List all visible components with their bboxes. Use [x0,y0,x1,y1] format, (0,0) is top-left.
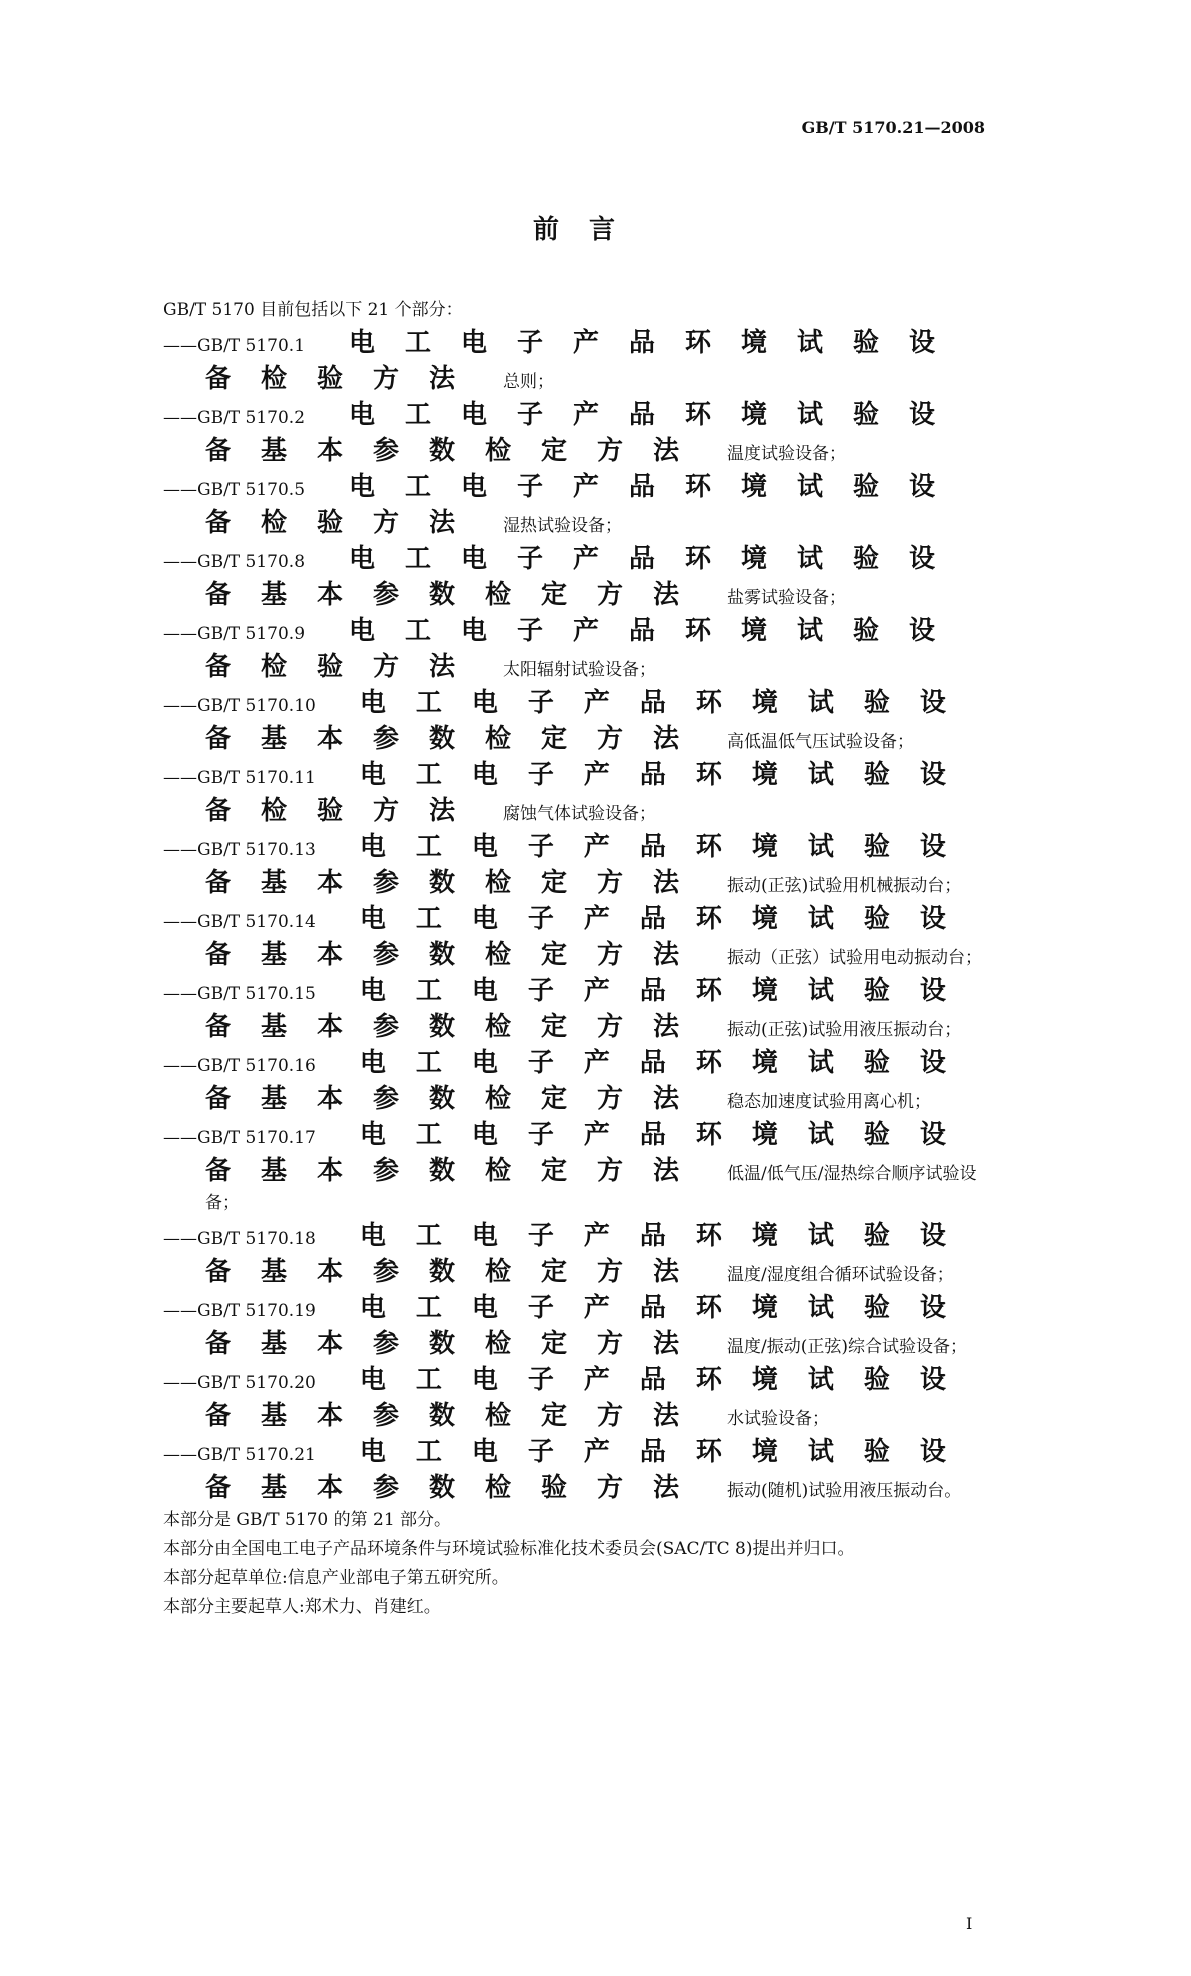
page-number: I [966,1914,973,1933]
item-title: 电工电子产品环境试验设备基本参数检定方法 [205,400,966,466]
item-num: ——GB/T 5170.1 [163,336,306,356]
item-num: ——GB/T 5170.13 [163,840,316,860]
item-title: 电工电子产品环境试验设备检验方法 [205,760,976,826]
list-item [163,1434,985,1506]
item-sub: 盐雾试验设备； [727,588,847,608]
list-item [163,469,985,541]
item-sub: 腐蚀气体试验设备； [503,804,657,824]
list-item [163,325,985,397]
item-num: ——GB/T 5170.17 [163,1128,316,1148]
item-sub: 总则； [503,372,555,392]
item-num: ——GB/T 5170.10 [163,696,316,716]
item-title: 电工电子产品环境试验设备检验方法 [205,616,966,682]
foreword-body [163,296,985,1622]
item-num: ——GB/T 5170.18 [163,1229,316,1249]
list-item [163,1045,985,1117]
intro-paragraph: GB/T 5170 目前包括以下 21 个部分： [163,300,463,320]
list-item [163,901,985,973]
item-title: 电工电子产品环境试验设备基本参数检验方法 [205,1437,976,1503]
item-sub: 温度试验设备； [727,444,847,464]
parts-list [163,325,985,1506]
item-sub: 低温/低气压/湿热综合顺序试验设备； [205,1164,977,1213]
closing-paragraph: 本部分是 GB/T 5170 的第 21 部分。 [163,1510,452,1530]
list-item [163,397,985,469]
item-title: 电工电子产品环境试验设备基本参数检定方法 [205,1048,976,1114]
item-num: ——GB/T 5170.8 [163,552,306,572]
item-num: ——GB/T 5170.5 [163,480,306,500]
list-item [163,1290,985,1362]
item-num: ——GB/T 5170.16 [163,1056,316,1076]
item-num: ——GB/T 5170.11 [163,768,316,788]
item-sub: 振动(正弦)试验用液压振动台； [727,1020,962,1040]
item-title: 电工电子产品环境试验设备检验方法 [205,328,966,394]
item-title: 电工电子产品环境试验设备基本参数检定方法 [205,1365,976,1431]
item-title: 电工电子产品环境试验设备检验方法 [205,472,966,538]
closing-paragraphs [163,1506,985,1622]
standard-code-header: GB/T 5170.21—2008 [801,118,985,137]
list-item [163,541,985,613]
item-num: ——GB/T 5170.14 [163,912,316,932]
item-title: 电工电子产品环境试验设备基本参数检定方法 [205,1293,976,1359]
item-sub: 湿热试验设备； [503,516,623,536]
item-num: ——GB/T 5170.20 [163,1373,316,1393]
list-item [163,757,985,829]
item-title: 电工电子产品环境试验设备基本参数检定方法 [205,544,966,610]
item-sub: 振动(正弦)试验用机械振动台； [727,876,962,896]
closing-paragraph: 本部分由全国电工电子产品环境条件与环境试验标准化技术委员会(SAC/TC 8)提出并归口。 [163,1539,855,1559]
item-num: ——GB/T 5170.2 [163,408,306,428]
item-sub: 温度/振动(正弦)综合试验设备； [727,1337,968,1357]
closing-paragraph: 本部分主要起草人:郑术力、肖建红。 [163,1597,441,1617]
list-item [163,1218,985,1290]
item-title: 电工电子产品环境试验设备基本参数检定方法 [205,904,976,970]
closing-paragraph: 本部分起草单位:信息产业部电子第五研究所。 [163,1568,509,1588]
item-num: ——GB/T 5170.9 [163,624,306,644]
list-item [163,613,985,685]
item-num: ——GB/T 5170.19 [163,1301,316,1321]
item-sub: 高低温低气压试验设备； [727,732,915,752]
item-sub: 温度/湿度组合循环试验设备； [727,1265,954,1285]
list-item [163,685,985,757]
list-item [163,1362,985,1434]
item-sub: 太阳辐射试验设备； [503,660,657,680]
page-title: 前言 [532,215,645,245]
item-num: ——GB/T 5170.21 [163,1445,316,1465]
item-sub: 稳态加速度试验用离心机； [727,1092,932,1112]
list-item [163,1117,985,1218]
item-title: 电工电子产品环境试验设备基本参数检定方法 [205,976,976,1042]
list-item [163,829,985,901]
item-sub: 水试验设备； [727,1409,830,1429]
item-title: 电工电子产品环境试验设备基本参数检定方法 [205,1221,976,1287]
item-sub: 振动（正弦）试验用电动振动台； [727,948,983,968]
item-title: 电工电子产品环境试验设备基本参数检定方法 [205,832,976,898]
item-title: 电工电子产品环境试验设备基本参数检定方法 [205,1120,976,1186]
item-title: 电工电子产品环境试验设备基本参数检定方法 [205,688,976,754]
list-item [163,973,985,1045]
item-sub: 振动(随机)试验用液压振动台。 [727,1481,962,1501]
item-num: ——GB/T 5170.15 [163,984,316,1004]
